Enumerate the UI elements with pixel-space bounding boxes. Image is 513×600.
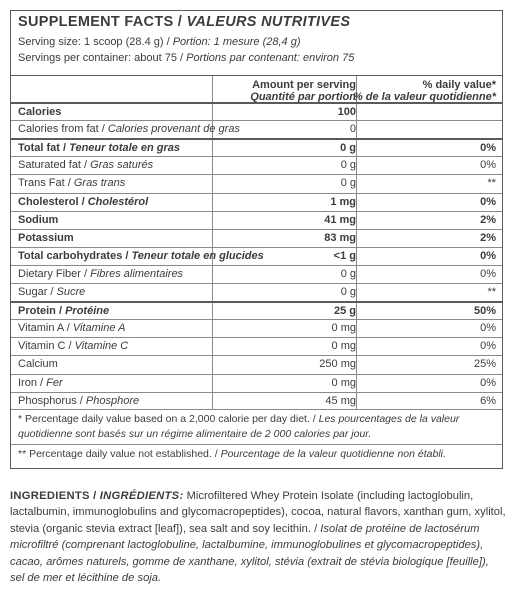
nutrient-row	[11, 374, 502, 392]
nutrient-label	[18, 142, 180, 154]
nutrient-row	[11, 229, 502, 247]
footnote-daily-value: * Percentage daily value based on a 2,000 calorie per day diet. / Les pourcentages de la valeur quotidienne sont basés sur un régime alimentaire de 2 000 calories par jour.	[18, 413, 460, 440]
serving-size: Serving size: 1 scoop (28.4 g) / Portion: 1 mesure (28,4 g)	[18, 36, 301, 48]
header-rule	[11, 75, 502, 76]
nutrient-label	[18, 250, 264, 262]
nutrient-row	[11, 319, 502, 337]
nutrient-label	[18, 322, 125, 334]
ingredients-paragraph: INGREDIENTS / INGRÉDIENTS: Microfiltered Whey Protein Isolate (including lactoglobulin, lactalbumin, immunoglobulins and glycomacropeptides), cocoa, natural flavors, xanthan gum, xylitol, stevia (organic stevia extract [leaf]), sea salt and soy lecithin. / Isolat de protéine de lactosérum microfiltré (comprenant lactoglobuline, lactalbumine, immunoglobulines et glycomacropeptides), cacao, arômes naturels, gomme de xanthane, xylitol, stévia (extrait de stévia biologique [feuille]), sel de mer et lécithine de soja.	[10, 490, 506, 585]
nutrient-name-fr: Phosphore	[85, 394, 140, 407]
nutrient-label	[18, 232, 74, 244]
nutrient-amount: 0 mg	[331, 376, 356, 389]
nutrient-name-fr: Gras trans	[73, 177, 126, 190]
nutrient-name-en: Calories from fat /	[18, 123, 105, 136]
nutrient-amount: 0	[349, 123, 356, 136]
nutrient-amount: 1 mg	[330, 195, 356, 208]
dv-column-header: % daily value* % de la valeur quotidienne*	[352, 79, 496, 103]
nutrient-daily-value: 50%	[473, 305, 496, 318]
nutrient-row	[11, 156, 502, 174]
nutrient-amount: 0 g	[340, 286, 356, 298]
nutrient-name-en: Sugar /	[18, 286, 54, 298]
nutrient-daily-value: **	[487, 177, 496, 190]
nutrient-daily-value: 25%	[473, 358, 496, 371]
nutrient-label	[18, 159, 153, 171]
nutrient-label	[18, 196, 148, 208]
nutrient-name-en: Vitamin C /	[18, 340, 72, 353]
nutrient-amount: 0 g	[340, 159, 356, 172]
nutrient-daily-value: 0%	[480, 267, 496, 280]
nutrient-row	[11, 337, 502, 355]
nutrient-name-en: Vitamin A /	[18, 322, 70, 335]
nutrient-row	[11, 265, 502, 283]
nutrient-label	[18, 177, 125, 189]
nutrient-name-fr: Sucre	[56, 286, 86, 298]
nutrient-name-en: Dietary Fiber /	[18, 267, 88, 280]
nutrient-name-en: Trans Fat /	[18, 177, 71, 190]
nutrient-daily-value: 0%	[480, 249, 496, 262]
nutrient-daily-value: 0%	[480, 159, 496, 172]
nutrient-name-fr: Teneur totale en gras	[69, 142, 180, 155]
nutrient-row	[11, 355, 502, 373]
nutrient-amount: 41 mg	[324, 213, 356, 226]
nutrient-name-fr: Cholestérol	[87, 195, 149, 208]
nutrient-amount: 0 mg	[331, 322, 356, 335]
nutrient-label	[18, 214, 58, 226]
nutrient-daily-value: 0%	[480, 142, 496, 155]
nutrient-name-en: Total carbohydrates /	[18, 249, 129, 262]
nutrient-row	[11, 301, 502, 319]
nutrient-row	[11, 211, 502, 229]
nutrient-name-en: Protein /	[18, 305, 63, 318]
nutrient-name-en: Sodium	[18, 213, 59, 226]
nutrient-amount: 25 g	[333, 305, 356, 318]
nutrient-name-fr: Vitamine A	[72, 322, 126, 335]
nutrient-daily-value: **	[487, 286, 496, 298]
servings-per-container: Servings per container: about 75 / Portions par contenant: environ 75	[18, 52, 355, 64]
nutrient-name-en: Cholesterol /	[18, 195, 85, 208]
nutrient-amount: 0 mg	[331, 340, 356, 353]
nutrient-name-en: Calories	[18, 106, 62, 118]
nutrient-daily-value: 0%	[480, 195, 496, 208]
nutrient-daily-value: 6%	[480, 394, 496, 407]
nutrient-amount: <1 g	[333, 249, 356, 262]
nutrient-label	[18, 395, 139, 407]
supplement-facts-panel	[10, 10, 503, 469]
nutrient-row	[11, 102, 502, 120]
nutrient-amount: 45 mg	[325, 394, 356, 407]
nutrient-row	[11, 120, 502, 138]
nutrient-row	[11, 247, 502, 265]
nutrient-label	[18, 106, 61, 118]
nutrient-label	[18, 377, 63, 389]
nutrient-daily-value: 0%	[480, 340, 496, 353]
nutrient-name-fr: Fibres alimentaires	[90, 267, 184, 280]
nutrient-amount: 0 g	[340, 267, 356, 280]
nutrient-amount: 100	[337, 106, 356, 118]
nutrient-name-fr: Gras saturés	[90, 159, 154, 172]
nutrient-daily-value: 2%	[480, 213, 496, 226]
nutrient-name-fr: Protéine	[65, 305, 110, 318]
nutrient-name-en: Iron /	[18, 376, 44, 389]
nutrient-name-en: Total fat /	[18, 142, 67, 155]
footnote-not-established: ** Percentage daily value not established. / Pourcentage de la valeur quotidienne non établi.	[18, 448, 446, 460]
nutrient-label	[18, 123, 240, 135]
nutrient-amount: 0 g	[340, 177, 356, 190]
nutrient-label	[18, 268, 183, 280]
nutrient-row	[11, 392, 502, 410]
footnote-rule	[11, 444, 502, 445]
nutrient-row	[11, 193, 502, 211]
nutrient-name-fr: Fer	[46, 376, 63, 389]
nutrient-daily-value: 2%	[480, 231, 496, 244]
panel-title: SUPPLEMENT FACTS / VALEURS NUTRITIVES	[18, 14, 351, 30]
footnote-rule	[11, 409, 502, 410]
nutrient-row	[11, 174, 502, 192]
nutrient-name-en: Saturated fat /	[18, 159, 88, 172]
nutrient-name-en: Phosphorus /	[18, 394, 83, 407]
nutrient-label	[18, 305, 109, 317]
nutrient-amount: 0 g	[340, 142, 356, 155]
nutrient-daily-value: 0%	[480, 376, 496, 389]
nutrient-amount: 83 mg	[324, 231, 356, 244]
amount-column-header: Amount per serving Quantité par portion	[250, 79, 356, 103]
nutrient-daily-value: 0%	[480, 322, 496, 335]
nutrient-label	[18, 340, 128, 352]
nutrient-name-fr: Teneur totale en glucides	[131, 249, 264, 262]
nutrient-amount: 250 mg	[319, 358, 356, 371]
nutrient-name-en: Potassium	[18, 231, 74, 244]
nutrient-name-fr: Vitamine C	[74, 340, 129, 353]
nutrient-label	[18, 358, 58, 370]
nutrient-name-fr: Calories provenant de gras	[107, 123, 240, 136]
nutrient-row	[11, 138, 502, 156]
nutrient-label	[18, 286, 85, 298]
nutrient-row	[11, 283, 502, 301]
nutrient-name-en: Calcium	[18, 358, 58, 371]
